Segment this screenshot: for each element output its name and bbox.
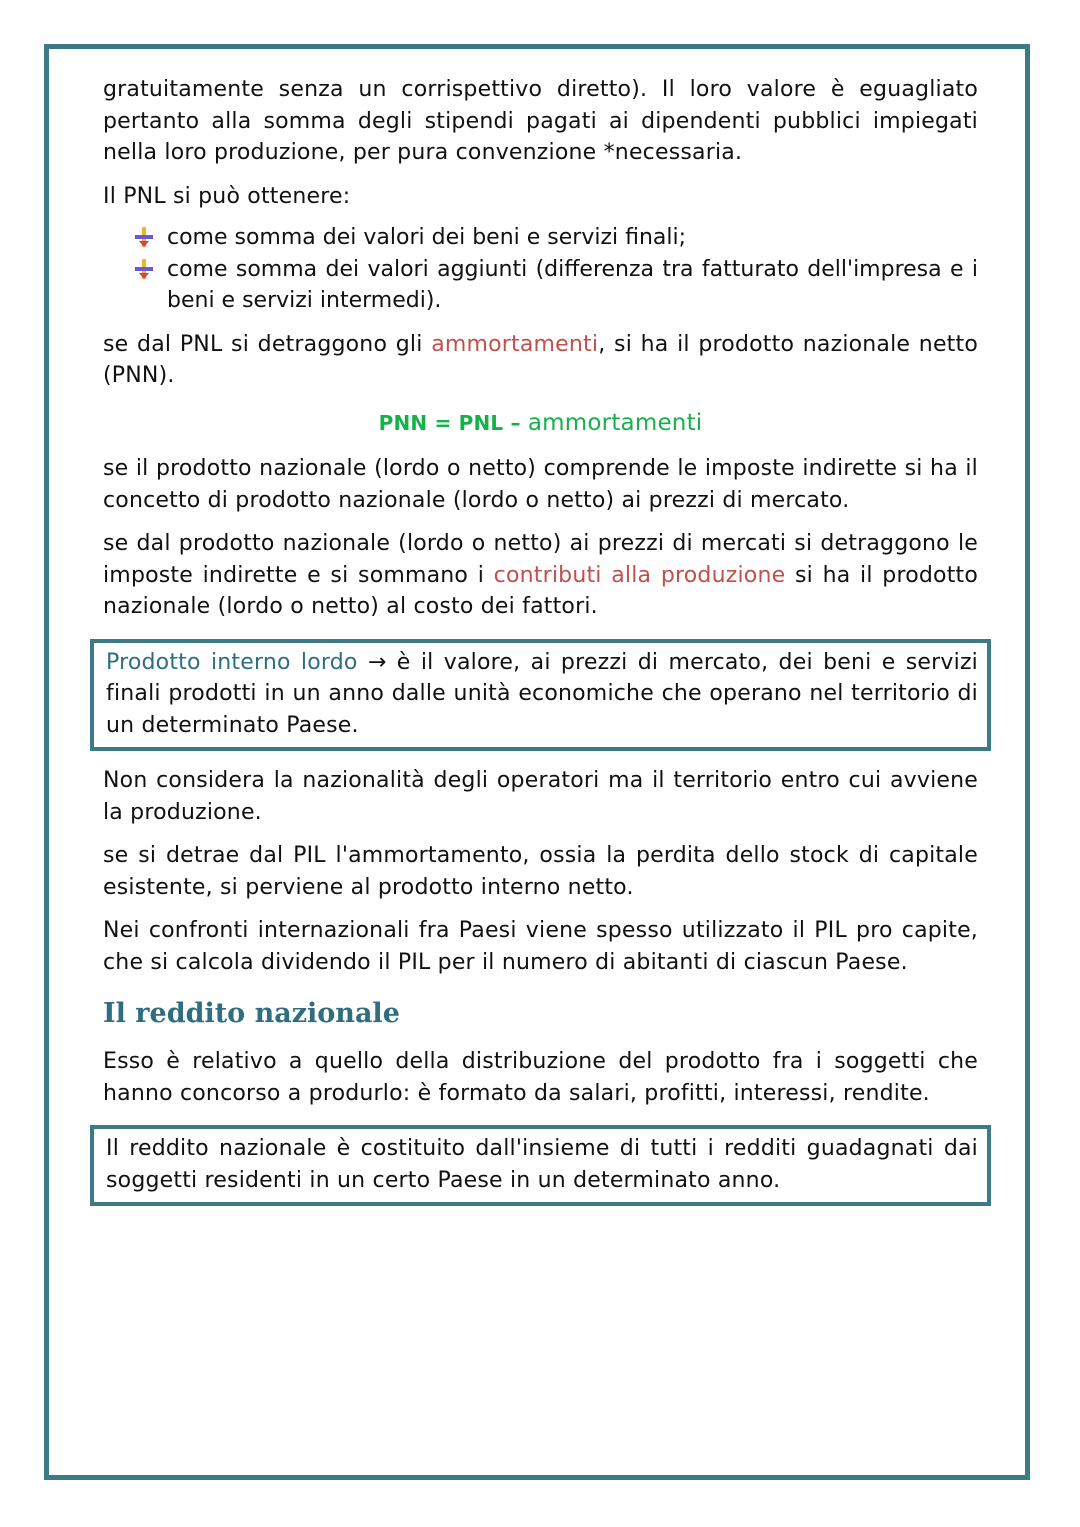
prezzi-mercato-paragraph: se il prodotto nazionale (lordo o netto) comprende le imposte indirette si ha il concetto di prodotto nazionale (lordo o netto) ai prezzi di mercato.: [103, 456, 978, 513]
pnl-methods-lead: Il PNL si può ottenere:: [103, 183, 351, 209]
page-content: [103, 74, 978, 1206]
costo-fattori-paragraph: [103, 528, 978, 623]
list-item-text: come somma dei valori aggiunti (differenza tra fatturato dell'impresa e i beni e servizi intermedi).: [167, 256, 978, 313]
plus-arrow-bullet-icon: [135, 259, 153, 279]
ammortamenti-highlight: ammortamenti: [431, 331, 599, 357]
costo-fattori-text-after: si ha il prodotto nazionale (lordo o netto) al costo dei fattori.: [103, 562, 979, 619]
contributi-highlight: contributi alla produzione: [493, 562, 786, 588]
list-item-text: come somma dei valori dei beni e servizi finali;: [167, 225, 687, 250]
pil-definition-box: [90, 639, 991, 752]
reddito-definition: Il reddito nazionale è costituito dall'insieme di tutti i redditi guadagnati dai soggetti residenti in un certo Paese in un determinato anno.: [106, 1136, 978, 1193]
list-item: [167, 254, 978, 317]
pnn-formula: [103, 408, 978, 440]
reddito-definition-box: [90, 1125, 991, 1206]
reddito-paragraph: Esso è relativo a quello della distribuzione del prodotto fra i soggetti che hanno concorso a produrlo: è formato da salari, profitti, interessi, rendite.: [103, 1049, 978, 1106]
intro-paragraph: gratuitamente senza un corrispettivo diretto). Il loro valore è eguagliato pertanto alla somma degli stipendi pagati ai dipendenti pubblici impiegati nella loro produzione, per pura convenzione *necessaria.: [103, 77, 978, 165]
costo-fattori-text-before: se dal prodotto nazionale (lordo o netto) ai prezzi di mercati si detraggono le imposte indirette e si sommano i: [103, 531, 978, 588]
pil-definition-text: → è il valore, ai prezzi di mercato, dei beni e servizi finali prodotti in un anno dalle unità economiche che operano nel territorio di un determinato Paese.: [106, 649, 978, 738]
pin-paragraph: se si detrae dal PIL l'ammortamento, ossia la perdita dello stock di capitale esistente, si perviene al prodotto interno netto.: [103, 843, 978, 900]
formula-left: PNN = PNL –: [378, 410, 528, 435]
pil-term: Prodotto interno lordo: [106, 649, 358, 675]
plus-arrow-bullet-icon: [135, 227, 153, 247]
section-heading: Il reddito nazionale: [103, 998, 400, 1029]
formula-right: ammortamenti: [527, 409, 703, 436]
pnn-text-before: se dal PNL si detraggono gli: [103, 331, 432, 357]
pil-definition: [106, 647, 978, 742]
list-item: [167, 222, 978, 254]
pnn-text-after: , si ha il prodotto nazionale netto (PNN).: [103, 331, 978, 388]
pnn-paragraph: [103, 329, 978, 392]
pnl-methods-list: [103, 222, 978, 317]
nazionalita-paragraph: Non considera la nazionalità degli operatori ma il territorio entro cui avviene la produzione.: [103, 768, 978, 825]
pro-capite-paragraph: Nei confronti internazionali fra Paesi viene spesso utilizzato il PIL pro capite, che si calcola dividendo il PIL per il numero di abitanti di ciascun Paese.: [103, 918, 978, 975]
